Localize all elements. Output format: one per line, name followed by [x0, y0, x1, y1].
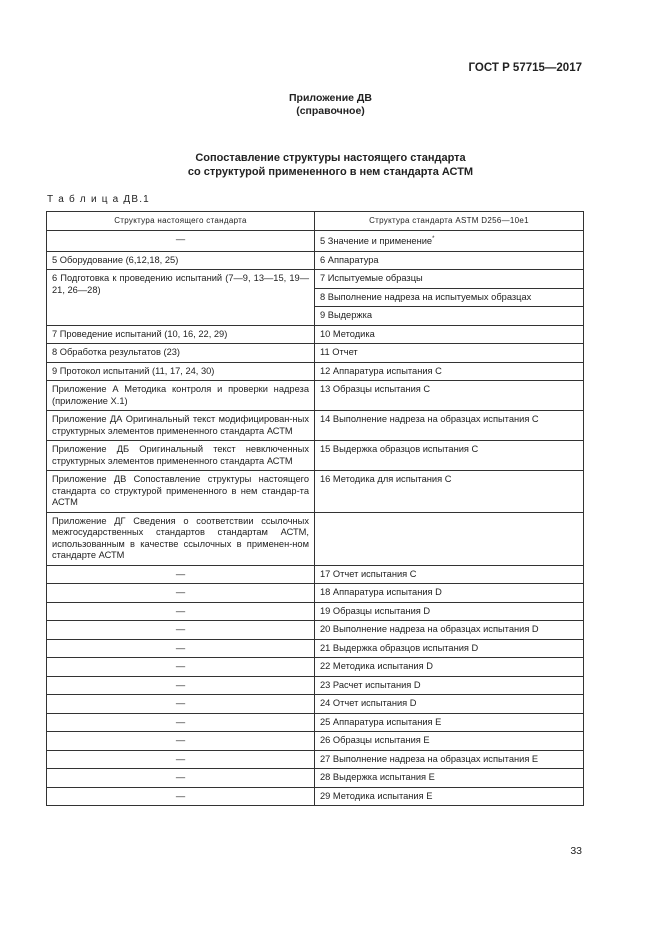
astm-section-text: 6 Аппаратура — [320, 254, 379, 265]
astm-standard-cell — [315, 658, 584, 677]
astm-standard-cell — [315, 512, 584, 565]
table-row — [47, 231, 584, 252]
current-standard-cell: 7 Проведение испытаний (10, 16, 22, 29) — [47, 325, 315, 344]
astm-section-text: 10 Методика — [320, 328, 375, 339]
astm-standard-cell — [315, 602, 584, 621]
table-caption: Т а б л и ц а ДВ.1 — [47, 194, 150, 205]
astm-section-text: 14 Выполнение надреза на образцах испытания С — [320, 414, 539, 425]
table-row — [47, 381, 584, 411]
table-header-row — [47, 212, 584, 231]
current-standard-cell: — — [47, 787, 315, 806]
astm-section-text: 8 Выполнение надреза на испытуемых образцах — [320, 291, 532, 302]
table-row — [47, 270, 584, 289]
astm-standard-cell — [315, 732, 584, 751]
table-row — [47, 512, 584, 565]
astm-standard-cell — [315, 381, 584, 411]
current-standard-cell: 8 Обработка результатов (23) — [47, 344, 315, 363]
astm-standard-cell — [315, 344, 584, 363]
table-row — [47, 695, 584, 714]
astm-section-text: 9 Выдержка — [320, 310, 373, 321]
current-standard-cell: — — [47, 639, 315, 658]
astm-standard-cell — [315, 251, 584, 270]
astm-section-text: 21 Выдержка образцов испытания D — [320, 642, 479, 653]
current-standard-cell: — — [47, 769, 315, 788]
appendix-note: (справочное) — [296, 105, 365, 117]
astm-section-text: 19 Образцы испытания D — [320, 605, 431, 616]
astm-standard-cell — [315, 362, 584, 381]
section-title — [0, 151, 661, 179]
astm-standard-cell — [315, 584, 584, 603]
current-standard-cell: — — [47, 676, 315, 695]
table-row — [47, 621, 584, 640]
table-row — [47, 787, 584, 806]
table-row — [47, 769, 584, 788]
table-row — [47, 251, 584, 270]
comparison-table — [46, 211, 584, 806]
column-header: Структура стандарта ASTM D256—10e1 — [315, 212, 584, 231]
table-row — [47, 441, 584, 471]
astm-section-text: 24 Отчет испытания D — [320, 698, 417, 709]
current-standard-cell: Приложение ДА Оригинальный текст модифицирован-ных структурных элементов примененного стандарта АСТМ — [47, 411, 315, 441]
astm-standard-cell — [315, 231, 584, 252]
table-row — [47, 750, 584, 769]
current-standard-cell: Приложение ДГ Сведения о соответствии ссылочных межгосударственных стандартов стандартам АСТМ, использованным в качестве ссылочных в применен-ном стандарте АСТМ — [47, 512, 315, 565]
astm-standard-cell — [315, 769, 584, 788]
astm-standard-cell — [315, 787, 584, 806]
astm-standard-cell — [315, 695, 584, 714]
astm-section-text: 25 Аппаратура испытания Е — [320, 716, 442, 727]
astm-standard-cell — [315, 441, 584, 471]
astm-standard-cell — [315, 639, 584, 658]
astm-section-text: 13 Образцы испытания С — [320, 384, 431, 395]
astm-section-text: 18 Аппаратура испытания D — [320, 587, 442, 598]
appendix-title: Приложение ДВ — [289, 92, 372, 104]
table-row — [47, 676, 584, 695]
astm-section-text: 22 Методика испытания D — [320, 661, 433, 672]
table-row — [47, 325, 584, 344]
current-standard-cell: — — [47, 602, 315, 621]
astm-section-text: 23 Расчет испытания D — [320, 679, 421, 690]
astm-standard-cell — [315, 621, 584, 640]
table-row — [47, 471, 584, 513]
table-row — [47, 565, 584, 584]
current-standard-cell: — — [47, 231, 315, 252]
astm-section-text: 12 Аппаратура испытания С — [320, 365, 442, 376]
table-row — [47, 639, 584, 658]
astm-standard-cell — [315, 270, 584, 289]
current-standard-cell: Приложение А Методика контроля и проверки надреза (приложение Х.1) — [47, 381, 315, 411]
astm-section-text: 29 Методика испытания Е — [320, 790, 433, 801]
current-standard-cell: 9 Протокол испытаний (11, 17, 24, 30) — [47, 362, 315, 381]
current-standard-cell: — — [47, 658, 315, 677]
astm-section-text: 11 Отчет — [320, 347, 358, 358]
astm-section-text: 15 Выдержка образцов испытания С — [320, 444, 479, 455]
current-standard-cell: — — [47, 732, 315, 751]
current-standard-cell: — — [47, 713, 315, 732]
table-row — [47, 584, 584, 603]
table-row — [47, 411, 584, 441]
astm-standard-cell — [315, 676, 584, 695]
astm-section-text: 7 Испытуемые образцы — [320, 273, 423, 284]
current-standard-cell: 5 Оборудование (6,12,18, 25) — [47, 251, 315, 270]
astm-section-text: 16 Методика для испытания С — [320, 474, 452, 485]
astm-section-text: 5 Значение и применение — [320, 236, 433, 247]
astm-section-text: 28 Выдержка испытания Е — [320, 772, 435, 783]
current-standard-cell: Приложение ДВ Сопоставление структуры настоящего стандарта со структурой примененного в нем стандар-та АСТМ — [47, 471, 315, 513]
current-standard-cell: 6 Подготовка к проведению испытаний (7—9, 13—15, 19—21, 26—28) — [47, 270, 315, 326]
astm-section-text: 27 Выполнение надреза на образцах испытания Е — [320, 753, 539, 764]
appendix-heading — [0, 92, 661, 118]
astm-standard-cell — [315, 471, 584, 513]
astm-section-text: 26 Образцы испытания Е — [320, 735, 430, 746]
current-standard-cell: — — [47, 621, 315, 640]
current-standard-cell: — — [47, 695, 315, 714]
current-standard-cell: Приложение ДБ Оригинальный текст невключенных структурных элементов примененного стандарта АСТМ — [47, 441, 315, 471]
table-row — [47, 658, 584, 677]
table-row — [47, 732, 584, 751]
astm-standard-cell — [315, 411, 584, 441]
current-standard-cell: — — [47, 584, 315, 603]
astm-section-text: 20 Выполнение надреза на образцах испытания D — [320, 624, 539, 635]
astm-section-text: 17 Отчет испытания С — [320, 568, 417, 579]
section-title-line-1: Сопоставление структуры настоящего стандарта — [195, 152, 466, 164]
table-row — [47, 362, 584, 381]
table-row — [47, 344, 584, 363]
astm-standard-cell — [315, 565, 584, 584]
page-number: 33 — [570, 845, 582, 857]
footnote-mark: * — [432, 236, 435, 242]
column-header: Структура настоящего стандарта — [47, 212, 315, 231]
table-row — [47, 602, 584, 621]
table-row — [47, 713, 584, 732]
current-standard-cell: — — [47, 565, 315, 584]
astm-standard-cell — [315, 307, 584, 326]
astm-standard-cell — [315, 750, 584, 769]
document-id: ГОСТ Р 57715—2017 — [468, 62, 582, 74]
current-standard-cell: — — [47, 750, 315, 769]
astm-standard-cell — [315, 325, 584, 344]
section-title-line-2: со структурой примененного в нем стандарта АСТМ — [187, 166, 474, 178]
astm-standard-cell — [315, 713, 584, 732]
astm-standard-cell — [315, 288, 584, 307]
